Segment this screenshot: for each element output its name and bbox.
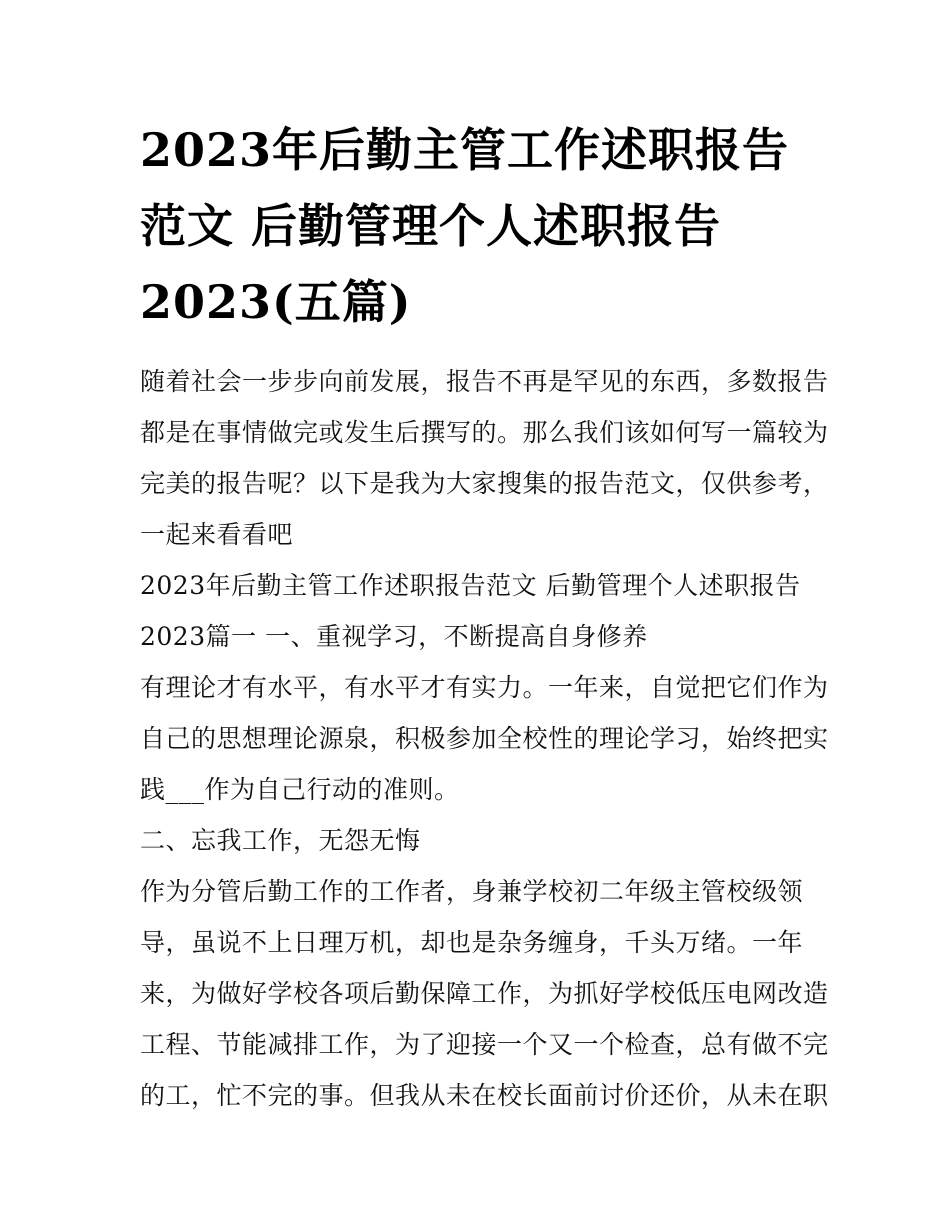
work-paragraph [140, 866, 829, 1121]
text-line: 一起来看看吧 [140, 520, 294, 549]
text-line: 工程、节能减排工作，为了迎接一个又一个检查，总有做不完 [140, 1030, 829, 1059]
document-title [140, 112, 820, 340]
text-line: 2023篇一 一、重视学习，不断提高自身修养 [140, 622, 648, 651]
text-line: 2023年后勤主管工作述职报告范文 后勤管理个人述职报告 [140, 571, 801, 600]
text-line: 随着社会一步步向前发展，报告不再是罕见的东西，多数报告 [140, 367, 829, 396]
text-line: 二、忘我工作，无怨无悔 [140, 826, 421, 855]
text-line: 都是在事情做完或发生后撰写的。那么我们该如何写一篇较为 [140, 418, 829, 447]
subheading-paragraph [140, 815, 820, 866]
text-line: 完美的报告呢？以下是我为大家搜集的报告范文，仅供参考， [140, 469, 829, 498]
title-line: 2023年后勤主管工作述职报告 [140, 123, 790, 177]
intro-paragraph [140, 356, 829, 560]
section-heading-paragraph [140, 560, 820, 662]
text-line: 践___作为自己行动的准则。 [140, 775, 460, 804]
title-line: 范文 后勤管理个人述职报告 [140, 199, 722, 253]
document-body [140, 356, 829, 1121]
text-line: 作为分管后勤工作的工作者，身兼学校初二年级主管校级领 [140, 877, 804, 906]
title-line: 2023(五篇) [140, 275, 412, 329]
document-page [140, 112, 829, 1121]
study-paragraph [140, 662, 829, 815]
text-line: 来，为做好学校各项后勤保障工作，为抓好学校低压电网改造 [140, 979, 829, 1008]
text-line: 导，虽说不上日理万机，却也是杂务缠身，千头万绪。一年 [140, 928, 804, 957]
text-line: 有理论才有水平，有水平才有实力。一年来，自觉把它们作为 [140, 673, 829, 702]
text-line: 的工，忙不完的事。但我从未在校长面前讨价还价，从未在职 [140, 1081, 829, 1110]
text-line: 自己的思想理论源泉，积极参加全校性的理论学习，始终把实 [140, 724, 829, 753]
